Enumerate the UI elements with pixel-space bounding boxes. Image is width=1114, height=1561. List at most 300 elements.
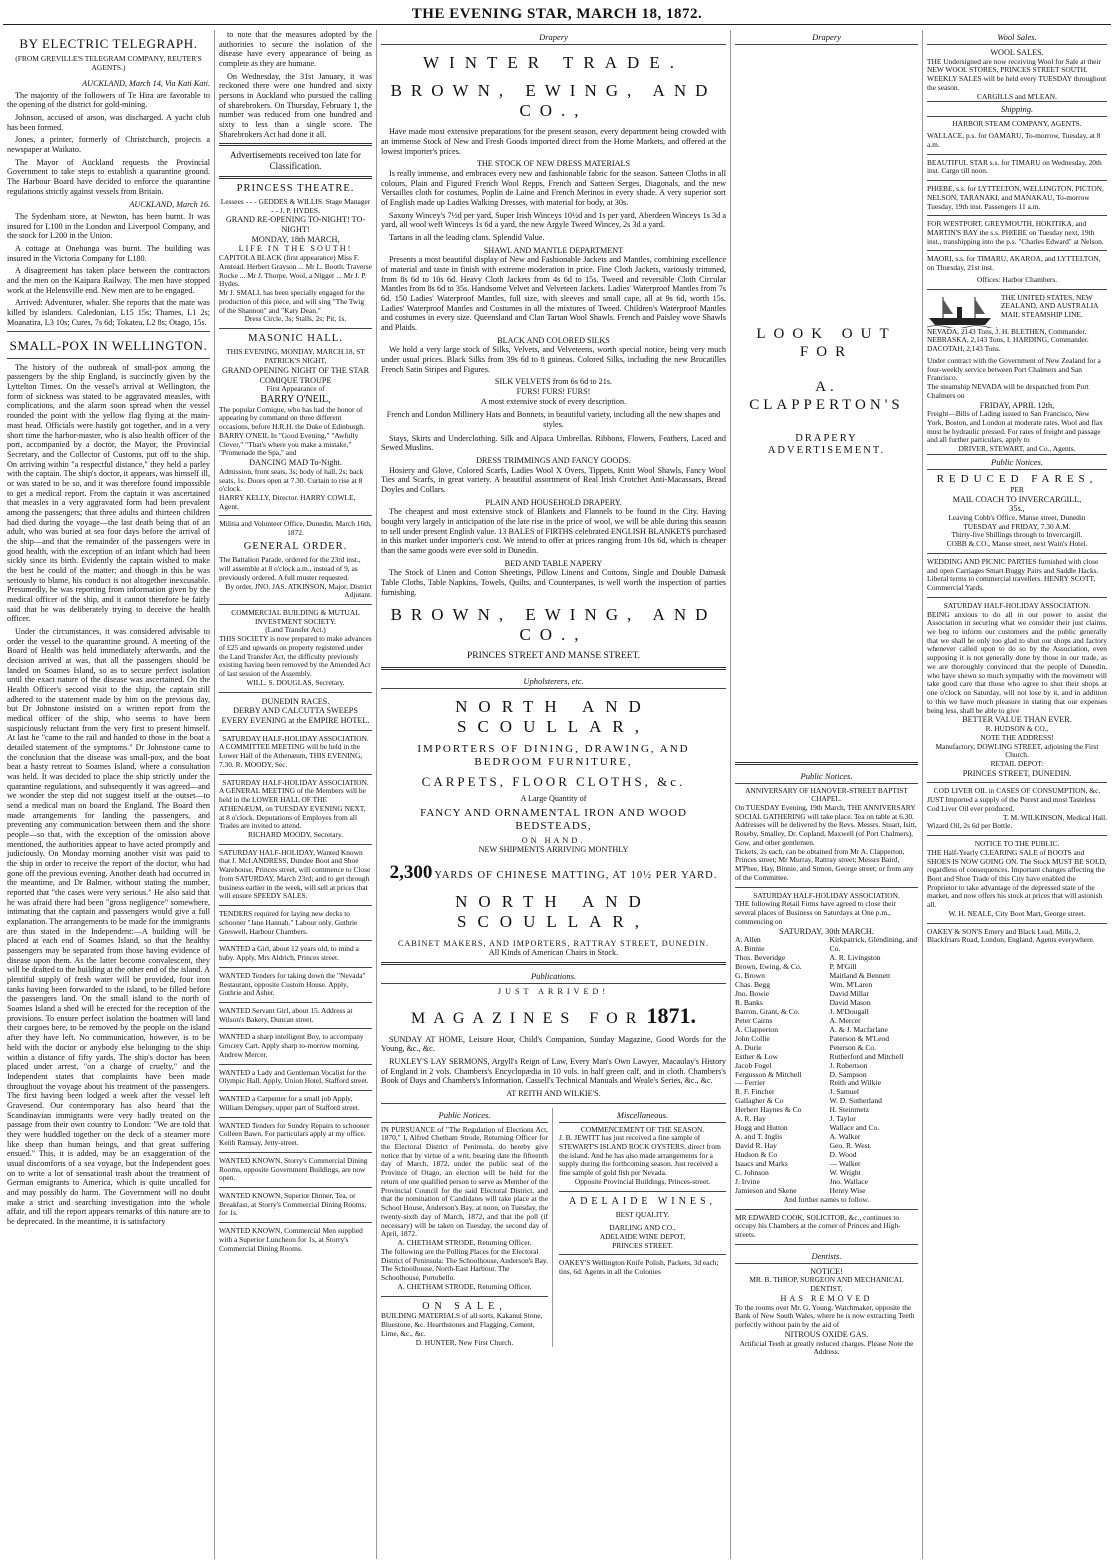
columns bbox=[3, 30, 1111, 1559]
firm-name: R. F. Fincher bbox=[735, 1087, 775, 1097]
ad-line: JUST ARRIVED! bbox=[497, 986, 610, 996]
matting-text: YARDS OF CHINESE MATTING, AT 10½ PER YARD. bbox=[434, 870, 718, 882]
section-header: Shipping. bbox=[927, 101, 1107, 117]
wanted-ad: WANTED a sharp intelligent Boy, to accompany Grocery Cart. Apply sharp to-morrow morning. Andrew Mercer. bbox=[219, 1032, 364, 1059]
ad-line: CARPETS, FLOOR CLOTHS, &c. bbox=[421, 773, 686, 789]
column-news bbox=[3, 30, 215, 1559]
column-late-ads bbox=[215, 30, 377, 1559]
theatre-small: Mr J. SMALL has been specially engaged for the production of this piece, and will sing "The Twig of the Shannon" and "Katy Dean." bbox=[219, 288, 365, 315]
firm-name: Esther & Low bbox=[735, 1051, 779, 1061]
ad-paragraph: RUXLEY'S LAY SERMONS, Argyll's Reign of Law, Every Man's Own Lawyer, Macaulay's History of England in 2 vols. Chambers's Encyclopædia in 10 vols. in half green calf, and in cloth. Chambers's Book of Days and Chambers's Information. Cassell's Technical Manuals and Weale's Series, &c., &c. bbox=[381, 1056, 726, 1086]
divider bbox=[381, 667, 726, 670]
ad-line: French and London Millinery Hats and Bonnets, in beautiful variety, including all the new shapes and styles. bbox=[386, 410, 721, 429]
divider bbox=[735, 1244, 918, 1245]
divider bbox=[381, 962, 726, 965]
firm-name: Hudson & Co bbox=[735, 1150, 778, 1160]
firm-name: Henry Wise bbox=[829, 1185, 866, 1195]
dept-heading: FURS! FURS! FURS! bbox=[516, 386, 591, 396]
adelaide-depot: ADELAIDE WINE DEPOT, bbox=[599, 1231, 686, 1241]
hudson-name: R. HUDSON & CO., bbox=[985, 724, 1049, 734]
firm-address: PRINCES STREET AND MANSE STREET. bbox=[466, 651, 641, 662]
divider bbox=[559, 1191, 726, 1192]
wanted-ad: WANTED Tenders for Sundry Repairs to schooner Colleen Bawn. For particulars apply at my office. Keith Ramsay, Jetty-street. bbox=[219, 1120, 370, 1148]
ad-paragraph: SUNDAY AT HOME, Leisure Hour, Child's Companion, Sunday Magazine, Good Words for the Young, &c., &c. bbox=[381, 1034, 726, 1054]
magazines-text: MAGAZINES FOR bbox=[411, 1009, 645, 1027]
firm-name: Isaacs and Marks bbox=[735, 1159, 788, 1169]
masonic-dancing: DANCING MAD To-Night. bbox=[249, 458, 342, 468]
wool-weekly: WEEKLY SALES will be held every TUESDAY throughout the season. bbox=[927, 74, 1107, 92]
firm-name: Peter Cairns bbox=[735, 1015, 773, 1025]
notice-sign: W. H. NEALE, City Boot Mart, George street. bbox=[948, 908, 1086, 918]
smallpox-title: SMALL-POX IN WELLINGTON. bbox=[9, 338, 208, 354]
miscellaneous-sub bbox=[559, 1108, 726, 1348]
firm-name: Gallagher & Co bbox=[735, 1096, 784, 1106]
theatre-lessees: Lessees - - - GEDDES & WILLIS. Stage Manager - - J. P. HYDES. bbox=[220, 196, 371, 215]
masonic-first: First Appearance of bbox=[266, 384, 325, 394]
cobb-text: Leaving Cobb's Office, Manse street, Dunedin bbox=[948, 512, 1086, 522]
divider bbox=[219, 1187, 372, 1188]
dateline: AUCKLAND, March 16. bbox=[129, 200, 210, 210]
dentist-name: MR. B. THROP, SURGEON AND MECHANICAL DENTIST, bbox=[749, 1275, 904, 1294]
ad-line: A most extensive stock of every description. bbox=[480, 396, 627, 406]
firm-name: Paterson & M'Leod bbox=[829, 1033, 890, 1043]
half-holiday-date: SATURDAY, 30th MARCH. bbox=[779, 926, 874, 936]
hudson-note: NOTE THE ADDRESS! bbox=[980, 732, 1054, 742]
firm-name: Maitland & Bennett bbox=[829, 971, 891, 981]
sailing-notice: PHŒBE, s.s. for LYTTELTON, WELLINGTON, PICTON, NELSON, TARANAKI, and MANAKAU, To-morrow Tuesday, 19th inst. Passengers 11 a.m. bbox=[927, 184, 1104, 211]
theatre-ad bbox=[219, 183, 372, 324]
firm-name: Hogg and Hutton bbox=[735, 1123, 788, 1133]
spacer bbox=[735, 458, 918, 758]
on-sale-sign: D. HUNTER, New First Church. bbox=[415, 1337, 514, 1347]
ship-entry: DACOTAH, 2,143 Tons. bbox=[927, 344, 1001, 354]
despatch-date: FRIDAY, APRIL 12th, bbox=[979, 400, 1055, 410]
sailing-notice: BEAUTIFUL STAR s.s. for TIMARU on Wednesday, 20th inst. Cargo till noon. bbox=[927, 157, 1102, 176]
half-holiday-text: THE following Retail Firms have agreed to close their several places of Business on Saturdays at One p.m., commencing on bbox=[735, 899, 896, 926]
divider bbox=[7, 331, 210, 332]
ad-paragraph: We hold a very large stock of Silks, Velvets, and Velveteens, worth special notice, being very much under usual prices. Black Silks from 39s 6d to 8 guineas. Colored Silks, including the new Brocatilles French Satin Stripes and Figures. bbox=[381, 345, 726, 374]
divider bbox=[219, 1152, 372, 1153]
anniversary-text: Tickets, 2s each, can be obtained from Mr A. Clapperton, Princes street; Mr Murray, Rattray street; Messrs Baird, M'Phee, Hay, Binnie, and Simon, George street; or from any of the Committee. bbox=[735, 846, 914, 882]
ad-paragraph: The cheapest and most extensive stock of Blankets and Flannels to be found in the City. Having bought very largely in anticipation of the late rise in the price of wool, we will be able during this season to sell under present English value. 13 BALES of FIRTHS celebrated ENGLISH BLANKETS purchased in this market under importer's cost. We intend to offer at prices ranging from 10s 6d, which is cheaper than the same goods were ever sold in Dunedin. bbox=[381, 507, 726, 556]
ad-paragraph: Stays, Skirts and Underclothing. Silk and Alpaca Umbrellas. Ribbons, Flowers, Feathers, Laced and Sewed Muslins. bbox=[381, 433, 726, 453]
half-holiday-text: BEING anxious to do all in our power to assist the Association in securing what we consider their just claims, we beg to inform our customers and the public generally that we shall be only too glad to shut our shops and factory whenever called upon to do so by the Association, even supposing it is not generally done by those in our trade, as we are thoroughly convinced that the people of Dunedin, who have shewn so much sympathy with the movement will take good care that those who agree to shut their shops at one o'clock on Saturday, will not lose by it, and in addition to this we have much pleasure in stating that our expenses being less, shall be able to give bbox=[927, 609, 1107, 715]
firm-name: NORTH AND SCOULLAR, bbox=[455, 696, 652, 736]
dept-heading: THE STOCK OF NEW DRESS MATERIALS bbox=[476, 159, 631, 169]
news-paragraph: On Wednesday, the 31st January, it was reckoned there were one hundred and sixty persons in Auckland who pursued the calling of sharebrokers. On Thursday, February 1, the number was reduced from one hundred and sixty to less than a single score. The Sharebrokers Act had done it all. bbox=[219, 71, 372, 139]
ad-line: NEW SHIPMENTS ARRIVING MONTHLY bbox=[478, 845, 629, 855]
steamship-icon bbox=[927, 294, 997, 328]
building-sub: (Land Transfer Act.) bbox=[265, 625, 326, 635]
drapery-advert: DRAPERY ADVERTISEMENT. bbox=[767, 432, 886, 457]
masthead: THE EVENING STAR, MARCH 18, 1872. bbox=[3, 4, 1111, 25]
cod-text: JUST Imported a supply of the Purest and most Tasteless Cod Liver Oil ever produced. bbox=[927, 795, 1096, 813]
divider bbox=[927, 154, 1107, 155]
divider bbox=[927, 597, 1107, 598]
fare: 35s., bbox=[1009, 504, 1025, 514]
building-society-ad bbox=[219, 609, 372, 688]
ad-line: FANCY AND ORNAMENTAL IRON AND WOOD BEDSTEADS, bbox=[420, 806, 687, 832]
harbor-head: HARBOR STEAM COMPANY, AGENTS. bbox=[952, 119, 1082, 129]
races-text: DERBY AND CALCUTTA SWEEPS EVERY EVENING at the EMPIRE HOTEL. bbox=[221, 706, 370, 725]
late-ads-heading: Advertisements received too late for Classification. bbox=[230, 150, 361, 171]
firm-name: D. Wood bbox=[829, 1150, 857, 1160]
news-paragraph: The history of the outbreak of small-pox among the passengers by the ship England, is succinctly given by the Lyttelton Times. On the vessel's arrival at Wellington, the form of sickness was stated to be aggravated measles, with complications, and the alarm soon spread when the vessel rounded the point with the yellow flag flying at the main-mast head. Officials were hastily got together, and in a very short time the harbor-master, who is also health officer of the port, accompanied by a doctor, the Mayor, the Provincial Secretary, and the Collector of Customs, put off to the ship. On arriving within "a respectful distance," they held a parley with the captain. The ship's doctor, it appears, was himself ill, or was stated to be so, and it was therefore found impossible to get a medical report. From the captain it was ascertained that measles in a very aggravated form had been prevalent among the passengers; that three adults and thirteen children had died during the voyage—the last death being that of an adult, who was buried at sea four days before the arrival of the ship—and that the remainder of the passengers were in good health, with the exception of an infant which had been sickly since its birth. Evidently the captain wished to make the best he could of the matter; and though in this he was seriously to blame, his conduct is not altogether inexcusable. Presumedly, he was reporting from information given by the medical officer of the ship, and it cannot therefore be fairly said that he was deliberately trying to deceive the health officer. bbox=[7, 362, 210, 624]
firm-name: A. Allen bbox=[735, 935, 761, 945]
per-line: PER bbox=[1010, 484, 1024, 494]
magazines-year: 1871. bbox=[646, 1002, 696, 1028]
telegraph-subtitle: (FROM GREVILLE'S TELEGRAM COMPANY, REUTER'S AGENTS.) bbox=[15, 54, 202, 73]
news-paragraph: The majority of the followers of Te Hira are favorable to the opening of the district for gold-mining. bbox=[7, 90, 210, 110]
mail-line-header bbox=[927, 294, 1107, 328]
ad-line: All Kinds of American Chairs in Stock. bbox=[488, 948, 619, 958]
column-drapery bbox=[377, 30, 731, 1559]
theatre-cast: CAPITOLA BLACK (first appearance) Miss F. Anstead. Herbert Grayson ... Mr L. Booth. Traverse Rocke ... Mr J. Thorpe. Wool, a Nigger ... Mr J. P. Hydes. bbox=[219, 253, 372, 289]
half-holiday-ad bbox=[219, 735, 372, 770]
wanted-ad: WANTED KNOWN, Storry's Commercial Dining Rooms, opposite Government Buildings, are now open. bbox=[219, 1155, 368, 1183]
cobb-days: TUESDAY and FRIDAY, 7.30 A.M. bbox=[963, 521, 1071, 531]
dentist-gas: NITROUS OXIDE GAS. bbox=[784, 1329, 869, 1339]
masonic-opening: GRAND OPENING NIGHT OF THE STAR COMIQUE TROUPE bbox=[221, 365, 370, 385]
news-paragraph: Arrived: Adventurer, whaler. She reports that the mate was killed by islanders. Caledonian, L15 15s; Thames, L1 2s; Moanatira, L3 10s; Cures, 7s 6d; Tokatea, L2 8s; Otago, 15s. bbox=[7, 298, 210, 327]
half-holiday-text: A GENERAL MEETING of the Members will be held in the LOWER HALL OF THE ATHENÆUM, on TUESDAY EVENING NEXT, at 8 o'clock. Deputations of Employes from all Trades are invited to attend. bbox=[219, 786, 366, 831]
divider bbox=[381, 1103, 726, 1104]
season-address: Opposite Provincial Buildings, Princes-street. bbox=[574, 1176, 711, 1186]
retail-address: PRINCES STREET, DUNEDIN. bbox=[962, 768, 1072, 778]
firm-name: Kirkpatrick, Glendining, and Co. bbox=[829, 935, 918, 954]
wanted-ad: WANTED KNOWN, Superior Dinner, Tea, or Breakfast, at Storry's Commercial Dining Rooms, for 1s. bbox=[219, 1191, 367, 1218]
hudson-address: Manufactory, DOWLING STREET, adjoining the First Church. bbox=[935, 741, 1099, 760]
firm-name: P. M'Gill bbox=[829, 962, 857, 972]
retail-depot: RETAIL DEPOT: bbox=[990, 758, 1044, 768]
matting-line bbox=[381, 862, 726, 884]
masonic-admission: Admission, front seats, 3s; body of hall, 2s; back seats, 1s. Doors open at 7.30. Curtain to rise at 8 o'clock. bbox=[219, 466, 364, 494]
dentist-notice: NOTICE! bbox=[810, 1266, 843, 1276]
column-clapperton bbox=[731, 30, 923, 1559]
divider bbox=[219, 730, 372, 731]
divider bbox=[219, 1002, 372, 1003]
cobb-through: Thirty-five Shillings through to Invercargill. bbox=[951, 530, 1083, 540]
election-notice: IN PURSUANCE of "The Regulation of Elections Act, 1870," I, Alfred Chetham Strode, Returning Officer for the Electoral District of Peninsula, do hereby give notice that by virtue of a writ, bearing date the fifteenth day of March, 1872, under the public seal of the Province of Otago, an election will be held for the return of one qualified person to serve as Member of the Provincial Council for the said Electoral District, and that the nomination of Candidates will take place at the School House, Anderson's Bay, at noon, on Tuesday, the twenty-sixth day of March, 1872, and that the poll (if necessary) will be taken on Tuesday, the second day of April, 1872. bbox=[381, 1124, 548, 1239]
theatre-title: PRINCESS THEATRE. bbox=[236, 182, 355, 194]
masonic-title: MASONIC HALL. bbox=[248, 333, 343, 345]
divider bbox=[219, 1064, 372, 1065]
masonic-ad bbox=[219, 333, 372, 511]
half-holiday-title: SATURDAY HALF-HOLIDAY ASSOCIATION. bbox=[222, 777, 369, 787]
divider bbox=[927, 215, 1107, 216]
firm-name: A. R. Livingston bbox=[829, 953, 881, 963]
on-sale-title: ON SALE, bbox=[422, 1300, 507, 1312]
anniversary-text: On TUESDAY Evening, 19th March, THE ANNIVERSARY SOCIAL GATHERING will take place. Tea on table at 6.30. bbox=[735, 803, 916, 821]
ad-line: IMPORTERS OF DINING, DRAWING, AND BEDROOM FURNITURE, bbox=[417, 742, 690, 768]
firm-name: Geo. R. West. bbox=[829, 1141, 872, 1151]
theatre-prices: Dress Circle, 3s; Stalls, 2s; Pit, 1s. bbox=[244, 314, 347, 324]
firm-name: A. R. Hay bbox=[735, 1114, 766, 1124]
cobb-sign: COBB & CO., Manse street, next Wain's Hotel. bbox=[946, 539, 1088, 549]
wanted-ad: TENDERS required for laying new decks to schooner "Jane Hannah." Labour only. Guthrie Greswell, Harbour Chambers. bbox=[219, 909, 358, 936]
reduced-fares: REDUCED FARES, bbox=[936, 472, 1098, 485]
wool-text: THE Undersigned are now receiving Wool for Sale at their NEW WOOL STORES, PRINCES STREET SOUTH. bbox=[927, 56, 1101, 75]
dentist-removed: HAS REMOVED bbox=[780, 1293, 873, 1303]
wedding-ad: WEDDING AND PICNIC PARTIES furnished with close and open Carriages Smart Buggy Pairs and Saddle Hacks. Liberal terms to commercial travellers. HENRY SCOTT, Commercial Yards. bbox=[927, 556, 1099, 593]
ad-paragraph: Tartans in all the leading clans. Splendid Value. bbox=[389, 232, 545, 242]
masonic-star: BARRY O'NEIL, bbox=[260, 393, 331, 405]
half-holiday-title: SATURDAY HALF-HOLIDAY ASSOCIATION. bbox=[943, 600, 1091, 610]
firms-list bbox=[735, 936, 918, 1196]
news-paragraph: A disagreement has taken place between the contractors and the men on the Kaipara Railway. The men have stopped work at the Helensville end. New men are to be engaged. bbox=[7, 266, 210, 295]
column-shipping bbox=[923, 30, 1111, 1559]
divider bbox=[927, 923, 1107, 924]
anniversary-head: ANNIVERSARY OF HANOVER-STREET BAPTIST CHAPEL. bbox=[745, 785, 908, 804]
divider bbox=[219, 176, 372, 179]
dept-heading: SILK VELVETS from 6s 6d to 21s. bbox=[494, 377, 613, 387]
wizard-oil: Wizard Oil, 2s 6d per Bottle. bbox=[927, 821, 1013, 831]
adelaide-firm: DARLING AND CO., bbox=[609, 1223, 676, 1233]
spacer bbox=[735, 48, 918, 318]
freight-text: Freight—Bills of Lading issued to San Francisco, New York, Boston, and London at moderate rates. Wool and flax must be hydraulic pressed. For rates of freight and passage and all further particulars, apply to bbox=[927, 409, 1103, 445]
firm-name: A. Clapperton bbox=[735, 1024, 779, 1034]
section-header: Miscellaneous. bbox=[559, 1108, 726, 1123]
season-text: J. B. JEWITT has just received a fine sample of STEWART'S ISLAND ROCK OYSTERS, direct from the island. And he has also made arrangements for a supply during the forthcoming season. Just received a fine sample of gold fish per Nevada. bbox=[559, 1133, 721, 1178]
firm-name: W. Wright bbox=[829, 1168, 861, 1177]
firm-name: A. Durie bbox=[735, 1042, 762, 1052]
ad-paragraph: Is really immense, and embraces every new and fashionable fabric for the season. Satteen Cloths in all colours, Plain and Figured French Wool Repps, French and Satteen Serges, Diagonals, and the new Versailles cloth for costumes, Poplin de Laine and French Merinos in every shade. A very superior sort of English made up Ladies Walking Dresses, with material for body, at 30s. bbox=[381, 168, 726, 207]
ad-paragraph: Presents a most beautiful display of New and Fashionable Jackets and Mantles, combining excellence of material and taste in finish with extreme moderation in price. Fine Cloth Jackets, variously trimmed, from 8s 6d to 10s 6d. Heavy Cloth Jackets from 4s 6d to 15s. Tweed and reversible Cloth Circular Mantles from 8s 6d to 35s. Handsome Velvet and Velveteen Jackets. Ladies' Waterproof Mantles from 7s 6d. 150 Ladies' Waterproof Mantles, full size, with sleeves and small cape, all at 9s 6d, worth 15s. Ladies' Waterproof Mantles and Costumes in all the mixtures of Tweed. Children's Waterproof Mantles and costumes in every size. Queensland and Clan Tartan Wool Shawls. French and Paisley wove Shawls and Plaids. bbox=[381, 255, 726, 332]
election-sign: A. CHETHAM STRODE, Returning Officer. bbox=[397, 1281, 532, 1291]
news-paragraph: The Mayor of Auckland requests the Provincial Government to take steps to establish a quarantine ground. The Harbour Board have decided to enforce the quarantine regulations strictly against vessels from Britain. bbox=[7, 157, 210, 196]
building-title: COMMERCIAL BUILDING & MUTUAL INVESTMENT SOCIETY. bbox=[231, 608, 360, 626]
sailing-notice: FOR WESTPORT, GREYMOUTH, HOKITIKA, and MARTIN'S BAY the s.s. PHŒBE on Tuesday next, 19th inst., transhipping into the p.s. "Charles Edward" at Nelson. bbox=[927, 219, 1104, 246]
public-notices-sub bbox=[381, 1108, 553, 1348]
divider bbox=[219, 1117, 372, 1118]
firm-name: J. Robertson bbox=[829, 1060, 868, 1070]
divider bbox=[219, 774, 372, 775]
firm-name: C. Johnson bbox=[735, 1168, 769, 1177]
section-header: Drapery bbox=[381, 30, 726, 45]
half-holiday-head: SATURDAY HALF-HOLIDAY ASSOCIATION. bbox=[753, 890, 900, 900]
cod-head: COD LIVER OIL in CASES OF CONSUMPTION, &c. bbox=[933, 786, 1101, 796]
firm-name: G. Brown bbox=[735, 971, 765, 981]
wanted-ad: WANTED a Carpenter for a small job Apply, William Dempsey, upper part of Stafford street. bbox=[219, 1094, 360, 1112]
militia-ad bbox=[219, 520, 372, 600]
adelaide-title: ADELAIDE WINES, bbox=[568, 1195, 717, 1207]
firm-name: Peterson & Co. bbox=[829, 1042, 877, 1052]
divider bbox=[219, 143, 372, 146]
divider bbox=[219, 692, 372, 693]
firm-name: Herbert Haynes & Co bbox=[735, 1105, 802, 1115]
divider bbox=[219, 940, 372, 941]
divider bbox=[7, 358, 210, 359]
sailing-notice: WALLACE, p.s. for OAMARU, To-morrow, Tuesday, at 8 a.m. bbox=[927, 131, 1101, 149]
firm-name: BROWN, EWING, AND CO., bbox=[390, 605, 717, 645]
firm-name: J. Taylor bbox=[829, 1114, 856, 1124]
sailing-notice: MAORI, s.s. for TIMARU, AKAROA, and LYTTELTON, on Thursday, 21st inst. bbox=[927, 254, 1101, 273]
section-header: Drapery bbox=[735, 30, 918, 45]
dept-heading: PLAIN AND HOUSEHOLD DRAPERY. bbox=[485, 497, 622, 507]
news-paragraph: to note that the measures adopted by the authorities to secure the isolation of the disease have every appearance of being as complete as they are humane. bbox=[219, 30, 372, 69]
driver-sign: DRIVER, STEWART, and Co., Agents. bbox=[958, 444, 1076, 454]
firm-name: David R. Hay bbox=[735, 1141, 777, 1151]
section-header: Dentists. bbox=[735, 1249, 918, 1264]
firm-name: Fergusson & Mitchell bbox=[735, 1069, 802, 1079]
adelaide-quality: BEST QUALITY. bbox=[615, 1210, 670, 1220]
better-value: BETTER VALUE THAN EVER. bbox=[962, 715, 1072, 725]
divider bbox=[927, 782, 1107, 783]
section-header: Public Notices. bbox=[735, 769, 918, 784]
firm-name: David Millar bbox=[829, 988, 869, 998]
divider bbox=[559, 1254, 726, 1255]
lookout-title: LOOK OUT FOR bbox=[756, 326, 897, 360]
oakey-ad: OAKEY & SON'S Emery and Black Lead, Mills, 2, Blackfriars Road, London, England. Agents everywhere. bbox=[927, 926, 1095, 945]
firm-name: J. Irvine bbox=[735, 1176, 760, 1186]
ship-entry: NEVADA, 2143 Tons, J. H. BLETHEN, Commander. bbox=[927, 326, 1087, 336]
firm-name: A. Walker bbox=[829, 1132, 861, 1142]
divider bbox=[735, 1209, 918, 1210]
dept-heading: BED AND TABLE NAPERY bbox=[504, 558, 603, 568]
divider bbox=[735, 887, 918, 888]
dateline: AUCKLAND, March 14, Via Kati Kati. bbox=[82, 79, 210, 89]
divider bbox=[219, 328, 372, 329]
ship-entry: NEBRASKA, 2,143 Tons, I. HARDING, Commander. bbox=[927, 335, 1089, 345]
masonic-barry: BARRY O'NEIL In "Good Evening," "Awfully Clever," "That's where you make a mistake," "Promenade the Spa," and bbox=[219, 430, 359, 458]
oakey-ad: OAKEY'S Wellington Knife Polish, Packets, 3d each; tins, 6d. Agents in all the Colonies bbox=[559, 1258, 719, 1277]
ad-line: CABINET MAKERS, AND IMPORTERS, RATTRAY STREET, DUNEDIN. bbox=[397, 938, 710, 948]
mail-line-title: THE UNITED STATES, NEW ZEALAND, AND AUSTRALIA MAIL STEAMSHIP LINE. bbox=[1001, 292, 1099, 320]
divider bbox=[219, 1222, 372, 1223]
mail-coach: MAIL COACH TO INVERCARGILL, bbox=[952, 494, 1082, 504]
magazines-line bbox=[381, 1003, 726, 1029]
news-paragraph: A cottage at Onehunga was burnt. The building was insured in the Victoria Company for L180. bbox=[7, 244, 210, 263]
firm-name: Rutherford and Mitchell bbox=[829, 1051, 904, 1061]
firm-name: BROWN, EWING, AND CO., bbox=[390, 81, 717, 121]
militia-text: The Battalion Parade, ordered for the 23rd inst., will assemble at 8 o'clock a.m., instead of 9, as previously ordered. A full muster requested. bbox=[219, 555, 361, 582]
ad-line: ON HAND. bbox=[521, 835, 586, 845]
news-paragraph: The Sydenham store, at Newton, has been burnt. It was insured for L100 in the London and Liverpool Company, and the stock for L200 in the Union. bbox=[7, 212, 210, 241]
ad-paragraph: Hosiery and Glove, Colored Scarfs, Ladies Wool X Overs, Tippets, Knitt Wool Shawls, Fancy Wool Ties and Scarfs, in great variety. A beautiful assortment of Real Irish Crotchet Anti-Macassars, Bread Doyles and Collars. bbox=[381, 465, 726, 494]
divider bbox=[219, 1090, 372, 1091]
divider bbox=[927, 289, 1107, 290]
divider bbox=[381, 1296, 548, 1297]
building-text: THIS SOCIETY is now prepared to make advances of £25 and upwards on property registered under the Land Transfer Act, the difficulty previously existing having been removed by the Amended Act of last session of the Assembly. bbox=[219, 634, 372, 679]
wanted-ad: WANTED a Girl, about 12 years old, to mind a baby. Apply, Mrs Aldrich, Princes street. bbox=[219, 944, 359, 963]
firm-name: Brown, Ewing, & Co. bbox=[735, 962, 802, 972]
election-places: The following are the Polling Places for the Electoral District of Peninsula: The Schoolhouse, Anderson's Bay. The Schoolhouse, North-East Harbour. The Schoolhouse, Portobello. bbox=[381, 1246, 548, 1283]
despatch-text: The steamship NEVADA will be despatched from Port Chalmers on bbox=[927, 382, 1089, 400]
notices-split bbox=[381, 1108, 726, 1348]
firm-name: J. M'Dougall bbox=[829, 1006, 869, 1016]
divider bbox=[219, 905, 372, 906]
militia-sign: By order, JNO. JAS. ATKINSON, Major, District Adjutant. bbox=[225, 581, 372, 600]
half-holiday-text: A COMMITTEE MEETING will be held in the Lower Hall of the Athenæum, THIS EVENING, 7.30. R. MOODY, Sec. bbox=[219, 742, 363, 769]
militia-head: Militia and Volunteer Office, Dunedin, March 16th, 1872. bbox=[219, 519, 372, 538]
wanted-ad: WANTED a Lady and Gentleman Vocalist for the Olympic Hall. Apply, Union Hotel, Stafford street. bbox=[219, 1067, 369, 1086]
half-holiday-ad bbox=[219, 779, 372, 840]
firm-name: A. and T. Inglis bbox=[735, 1132, 783, 1142]
half-holiday-ad: SATURDAY HALF-HOLIDAY, Wanted Known that J. McLANDRESS, Dundee Boot and Shoe Warehouse, Princes street, will commence to Close from SATURDAY, March 23rd; and to get through business earlier in the week, will sell at prices that will ensure SPEEDY SALES. bbox=[219, 847, 371, 901]
wanted-ad: WANTED Tenders for taking down the "Nevada" Restaurant, opposite Custom House. Apply, Guthrie and Asher. bbox=[219, 970, 366, 998]
firm-name: H. Steinmetz bbox=[829, 1105, 870, 1115]
dentist-teeth: Artificial Teeth at greatly reduced charges. Please Note the Address. bbox=[739, 1338, 914, 1357]
ad-line: AT REITH AND WILKIE'S. bbox=[506, 1088, 601, 1098]
divider bbox=[219, 1028, 372, 1029]
divider bbox=[927, 835, 1107, 836]
section-header: Public Notices. bbox=[927, 454, 1107, 470]
firm-name: W. D. Sutherland bbox=[829, 1096, 882, 1106]
matting-quantity: 2,300 bbox=[389, 862, 433, 884]
clapperton-name: A. CLAPPERTON'S bbox=[749, 379, 904, 414]
firm-name: John Collie bbox=[735, 1033, 770, 1043]
masonic-sign: HARRY KELLY, Director. HARRY COWLE, Agent. bbox=[219, 493, 356, 511]
firms-right bbox=[830, 936, 919, 1196]
militia-title: GENERAL ORDER. bbox=[243, 540, 348, 552]
news-paragraph: Under the circumstances, it was considered advisable to order the vessel to the quarantine ground. A meeting of the Board of Health was held immediately afterwards, and the decision arrived at was, that all the passengers should be landed on Soames Island, so as to secure perfect isolation until the exact nature of the disease was ascertained. On the Health Officer's second visit to the ship, the captain still adhered to the statement made by him on the previous day, but Dr Johnstone insisted on a written report from the medical officer of the ship, who seems to have been suspiciously reluctant from the very first to present himself. At last he "came to the rail and handed to those in the boat a detailed statement of the symptoms." Dr Johnstone came to the conclusion that the disease was small-pox, and the boat beat a hasty retreat to Soames Island, where a consultation was held. It was decided to place the ship strictly under the quarantine regulations, and subsequently it was agreed—and we wonder the step did not suggest itself at the outset—to send a medical man on board the England. The Board then made arrangements for landing the passengers, and preventing any communication between them and the shore people—so that, with the exception of the omission above mentioned, the authorities appear to have acted promptly and judiciously. On Monday morning another visit was paid to the ship in order to receive the report of the doctor, who had gone off the previous evening. Another death had occurred in the meantime, and Dr Balmer, without stating the number, reported that "the cases were very serious." He also said that he was afraid there had been "gross negligence" somewhere, intimating that the captain and passengers would give a full explanation. The arrangements to be made for the immigrants are thus stated in the Independent:—A building will be placed at each end of Soames Island, so that the healthy passengers may be separated from those having evidence of disease upon them. As the latter become convalescent, they will be drafted to the building at the other end of the island. A plentiful supply of fresh water will be provided, four iron tanks having been forwarded to the island, to be filled before the passengers land. On the small island to the north of Soames Island a shed will be erected for the reception of the provisions. To ensure perfect isolation the boatmen will land their cargoes here, to be removed by the people on the island after they have left. No communication, however, is to be held with the doctor or anybody else belonging to the ship within a distance of fifty yards. The ship's doctor has been placed under arrest, "on a charge of cruelty," and the Independent states that complaints have been made throughout the voyage about his treatment of the passengers. The first having been lodged a week after the vessel left Gravesend. Our contemporary has also heard that the Scandinavian immigrants were very badly treated on the passage from their own country to London: "We are told that they were huddled together on the deck of a steamer more like sheep than human beings, and that great suffering ensued." This, it is added, may be an exaggeration of the usual discomforts of a sea voyage, but the Independent goes on to write a lot of sensational trash about the treatment of German emigrants to America, which is quite uncalled for and may possibly do harm. The Government will no doubt make a strict and searching investigation into the whole affair, and till the report appears remarks of this nature are to be deprecated. In the meantime, it is satisfactory bbox=[7, 626, 210, 1226]
firm-name: Jno. Bowie bbox=[735, 988, 770, 998]
dept-heading: DRESS TRIMMINGS AND FANCY GOODS. bbox=[476, 455, 631, 465]
firm-name: Jno. Wallace bbox=[829, 1176, 868, 1186]
winter-trade-title: WINTER TRADE. bbox=[423, 53, 684, 73]
notice-head: NOTICE TO THE PUBLIC. bbox=[974, 839, 1060, 849]
divider bbox=[735, 762, 918, 765]
theatre-reopening: GRAND RE-OPENING TO-NIGHT! TO-NIGHT! bbox=[225, 215, 366, 235]
ad-paragraph: Saxony Wincey's 7½d per yard, Super Irish Winceys 10½d and 1s per yard, Aberdeen Winceys 1s 3d a yard, all wool weft Winceys 1s 6d a yard, the new Argyle Tweed Wincey, 2s 3d a yard. bbox=[381, 210, 726, 230]
ad-line: A Large Quantity of bbox=[520, 794, 587, 804]
divider bbox=[927, 250, 1107, 251]
divider bbox=[219, 967, 372, 968]
firm-name: NORTH AND SCOULLAR, bbox=[455, 892, 652, 932]
section-header: Publications. bbox=[381, 969, 726, 984]
divider bbox=[927, 180, 1107, 181]
dentist-text: To the rooms over Mr. G. Young, Watchmaker, opposite the Bank of New South Wales, where he is now extracting Teeth perfectly without pain by the aid of bbox=[735, 1302, 915, 1330]
firm-name: Wallace and Co. bbox=[829, 1123, 880, 1133]
theatre-play: LIFE IN THE SOUTH! bbox=[238, 244, 353, 254]
on-sale-text: BUILDING MATERIALS of all sorts, Kakanui Stone, Bluestone, &c. Hearthstones and Flagging, Cement, Lime, &c., &c. bbox=[381, 1311, 543, 1338]
firm-name: David Mason bbox=[829, 997, 871, 1007]
news-paragraph: Johnson, accused of arson, was discharged. A yacht club has been formed. bbox=[7, 113, 210, 132]
firm-name: Chas. Begg bbox=[735, 979, 771, 989]
races-title: DUNEDIN RACES. bbox=[261, 696, 330, 706]
firm-name: Jamieson and Skene bbox=[735, 1185, 797, 1195]
wanted-ad: WANTED Servant Girl, about 15. Address at Wilson's Bakery, Duncan street. bbox=[219, 1005, 353, 1024]
divider bbox=[927, 553, 1107, 554]
firm-name: J. Samuel bbox=[829, 1087, 860, 1097]
half-holiday-title: SATURDAY HALF-HOLIDAY ASSOCIATION. bbox=[222, 733, 369, 743]
adelaide-street: PRINCES STREET. bbox=[612, 1240, 673, 1250]
section-header: Upholsterers, etc. bbox=[381, 674, 726, 689]
telegraph-title: BY ELECTRIC TELEGRAPH. bbox=[19, 36, 198, 51]
firm-name: — Ferrier bbox=[735, 1078, 766, 1088]
masonic-text: The popular Comique, who has had the honor of appearing by command on three different occasions, before H.R.H. the Duke of Edinburgh. bbox=[219, 404, 365, 432]
section-header: Wool Sales. bbox=[927, 30, 1107, 45]
theatre-date: MONDAY, 18th MARCH, bbox=[251, 234, 340, 244]
anniversary-text: Addresses will be delivered by the Revs. Messrs. Stuart, Isitt, Roseby, Smalley, Dr. Copland, Maxwell (of Port Chalmers), Gow, and other gentlemen. bbox=[735, 820, 917, 847]
masonic-date: THIS EVENING, MONDAY, MARCH 18, ST PATRICK'S NIGHT, bbox=[226, 347, 365, 366]
wool-title: WOOL SALES. bbox=[990, 48, 1044, 58]
divider bbox=[219, 604, 372, 605]
half-holiday-sign: RICHARD MOODY, Secretary. bbox=[247, 829, 344, 839]
contract-text: Under contract with the Government of New Zealand for a four-weekly service between Port Chalmers and San Francisco. bbox=[927, 355, 1101, 383]
firm-name: R. Banks bbox=[735, 997, 763, 1007]
firm-name: Thos. Beveridge bbox=[735, 953, 786, 963]
notice-text: THE Half-Yearly CLEARING SALE of BOOTS and SHOES IS NOW GOING ON. The Stock MUST BE SOLD, regardless of consequences. Important changes affecting the Boot and Shoe Trade of this City have enabled the Proprietor to take advantage of the depressed state of the market, and now offers his stock at prices that will astonish all. bbox=[927, 847, 1107, 910]
ad-paragraph: Have made most extensive preparations for the present season, every department being crowded with an immense Stock of New and Fresh Goods imported direct from the Home Markets, and offered at the lowest importer's prices. bbox=[381, 127, 726, 156]
firms-left bbox=[735, 936, 824, 1196]
firm-name: D. Sampson bbox=[829, 1069, 867, 1079]
cook-ad: MR EDWARD COOK, SOLICITOR, &c., continues to occupy his Chambers at the corner of Princes and High-streets. bbox=[735, 1212, 901, 1240]
season-head: COMMENCEMENT OF THE SEASON. bbox=[580, 1124, 705, 1134]
firm-name: A. Mercer bbox=[829, 1015, 861, 1025]
firm-name: Wm. M'Laren bbox=[829, 979, 873, 989]
news-paragraph: Jones, a printer, formerly of Christchurch, projects a newspaper at Waikato. bbox=[7, 135, 210, 155]
